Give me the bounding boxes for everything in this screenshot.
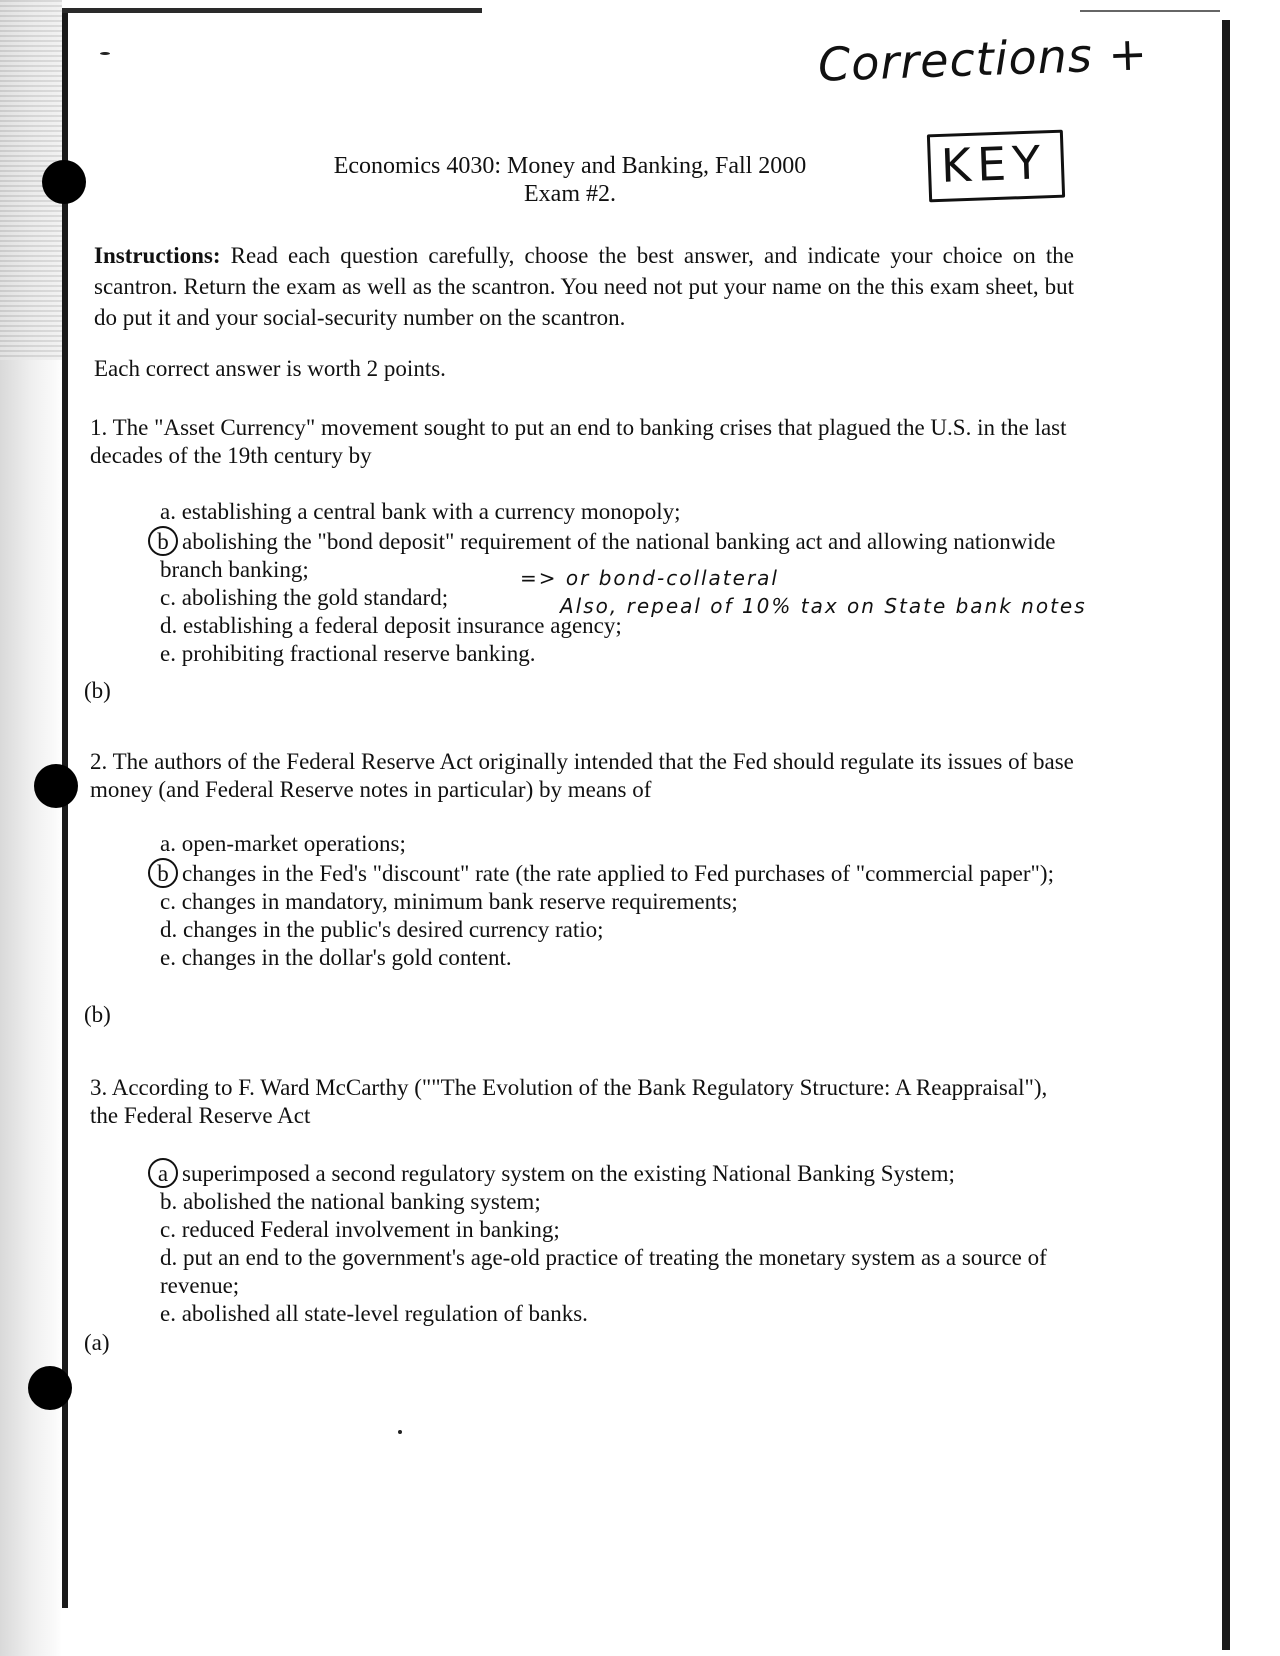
q2-b-text: changes in the Fed's "discount" rate (the rate applied to Fed purchases of "commercial paper"); — [182, 861, 1054, 886]
q2-a-letter: a. — [160, 831, 176, 856]
q1-option-a — [160, 498, 1080, 526]
q1-e-text: prohibiting fractional reserve banking. — [181, 641, 536, 666]
question-1-stem: 1. The "Asset Currency" movement sought to put an end to banking crises that plagued the U.S. in the last decades of the 19th century by — [90, 415, 1067, 468]
q3-c-letter: c. — [160, 1217, 176, 1242]
handwritten-corrections: Corrections + — [817, 26, 1149, 92]
question-2-answer: (b) — [84, 1002, 111, 1027]
q1-e-letter: e. — [160, 641, 176, 666]
q2-option-c — [160, 888, 1080, 916]
handwritten-note-repeal-tax: Also, repeal of 10% tax on State bank notes — [560, 594, 1087, 618]
punch-hole-bottom — [28, 1366, 72, 1410]
stray-mark — [100, 52, 110, 55]
q1-b-text: abolishing the "bond deposit" requirement of the national banking act and allowing nationwide branch banking; — [160, 529, 1056, 582]
q3-a-text: superimposed a second regulatory system on the existing National Banking System; — [182, 1161, 955, 1186]
instructions-label: Instructions: — [94, 243, 221, 268]
q1-c-letter: c. — [160, 585, 176, 610]
q1-option-e — [160, 640, 1080, 668]
q2-c-text: changes in mandatory, minimum bank reserve requirements; — [181, 889, 738, 914]
scan-right-border — [1222, 20, 1230, 1650]
points-note: Each correct answer is worth 2 points. — [94, 356, 446, 381]
question-2-options — [157, 830, 1080, 972]
q3-option-b — [160, 1188, 1080, 1216]
question-2-stem: 2. The authors of the Federal Reserve Act originally intended that the Fed should regulate its issues of base money (and Federal Reserve notes in particular) by means of — [90, 749, 1074, 802]
q3-a-circled-letter: a — [148, 1158, 178, 1188]
punch-hole-middle — [34, 764, 78, 808]
title-line-2: Exam #2. — [524, 181, 616, 207]
q1-c-text: abolishing the gold standard; — [181, 585, 449, 610]
handwritten-key-box — [927, 130, 1065, 203]
q2-e-text: changes in the dollar's gold content. — [181, 945, 512, 970]
q3-d-letter: d. — [160, 1245, 178, 1270]
q3-option-e — [160, 1300, 1080, 1328]
q3-e-letter: e. — [160, 1301, 176, 1326]
exam-title — [280, 152, 860, 208]
q3-b-letter: b. — [160, 1189, 178, 1214]
punch-hole-top — [42, 160, 86, 204]
q2-option-b — [157, 858, 1080, 888]
question-3-stem: 3. According to F. Ward McCarthy (""The Evolution of the Bank Regulatory Structure: A Reappraisal"), the Federal Reserve Act — [90, 1075, 1048, 1128]
scan-left-border — [62, 8, 68, 1608]
q2-option-d — [160, 916, 1080, 944]
title-line-1: Economics 4030: Money and Banking, Fall 2000 — [333, 153, 807, 179]
q1-a-text: establishing a central bank with a currency monopoly; — [181, 499, 681, 524]
handwritten-key: KEY — [940, 135, 1048, 193]
q3-option-d — [160, 1244, 1080, 1300]
scan-top-line-right — [1080, 10, 1220, 12]
q3-b-text: abolished the national banking system; — [183, 1189, 541, 1214]
q3-option-a — [157, 1158, 1080, 1188]
q1-d-letter: d. — [160, 613, 178, 638]
handwritten-note-bond-collateral: => or bond-collateral — [520, 566, 779, 590]
q2-d-text: changes in the public's desired currency ratio; — [183, 917, 604, 942]
question-3-answer: (a) — [84, 1330, 110, 1355]
question-3-options — [157, 1158, 1080, 1328]
q3-option-c — [160, 1216, 1080, 1244]
q2-b-circled-letter: b — [148, 858, 178, 888]
scan-top-line — [62, 8, 482, 13]
question-1-answer: (b) — [84, 678, 111, 703]
stray-dot — [398, 1430, 402, 1434]
q2-c-letter: c. — [160, 889, 176, 914]
q3-c-text: reduced Federal involvement in banking; — [181, 1217, 560, 1242]
q2-d-letter: d. — [160, 917, 178, 942]
q1-b-circled-letter: b — [148, 526, 178, 556]
instructions-paragraph — [94, 240, 1074, 333]
q2-e-letter: e. — [160, 945, 176, 970]
q3-e-text: abolished all state-level regulation of banks. — [181, 1301, 588, 1326]
q2-option-a — [160, 830, 1080, 858]
q1-a-letter: a. — [160, 499, 176, 524]
q2-a-text: open-market operations; — [181, 831, 406, 856]
instructions-text: Read each question carefully, choose the best answer, and indicate your choice on the scantron. Return the exam as well as the scantron. You need not put your name on the this exam sheet, but do put it and your social-security number on the scantron. — [94, 243, 1074, 330]
q3-d-text: put an end to the government's age-old practice of treating the monetary system as a source of revenue; — [160, 1245, 1047, 1298]
q2-option-e — [160, 944, 1080, 972]
q1-d-text: establishing a federal deposit insurance agency; — [183, 613, 622, 638]
